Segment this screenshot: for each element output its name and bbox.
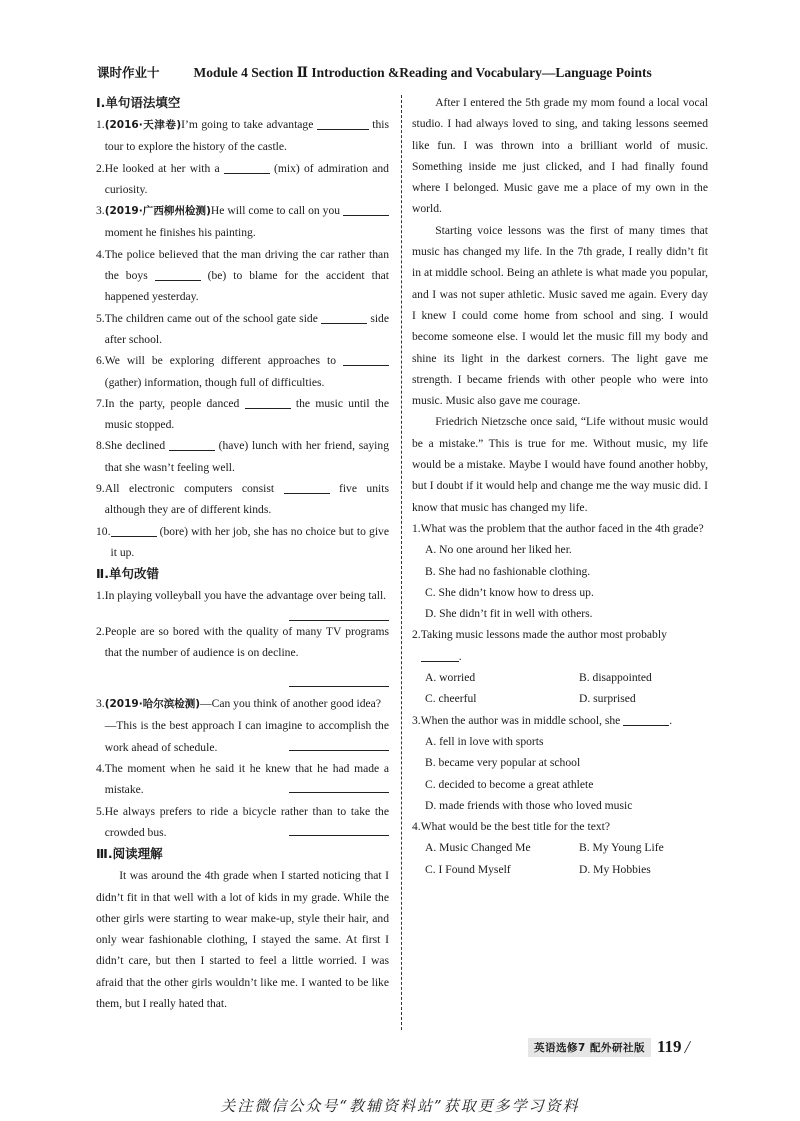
option-2b[interactable]: B. disappointed [579, 671, 652, 685]
option-3a[interactable]: A. fell in love with sports [425, 734, 544, 748]
grammar-question-1: 1. (2016·天津卷)I’m going to take advantage this tour to explore the history of the castle. [96, 118, 389, 154]
option-4c[interactable]: C. I Found Myself [425, 862, 511, 876]
left-column [96, 92, 389, 1014]
answer-blank[interactable] [224, 160, 270, 174]
wechat-watermark: 关注微信公众号“教辅资料站”获取更多学习资料 [220, 1097, 580, 1115]
option-2d[interactable]: D. surprised [579, 692, 636, 706]
answer-blank[interactable] [245, 395, 291, 409]
lesson-title: Module 4 Section Ⅱ Introduction &Reading and Vocabulary—Language Points [193, 65, 652, 80]
answer-blank[interactable] [169, 437, 215, 451]
answer-line[interactable] [289, 675, 389, 687]
question-source: (2016·天津卷) [104, 119, 182, 131]
option-2c[interactable]: C. cheerful [425, 692, 477, 706]
grammar-question-2: 2. He looked at her with a (mix) of admiration and curiosity. [96, 161, 389, 196]
grammar-question-4: 4. The police believed that the man driving the car rather than the boys (be) to blame for the accident that happened yesterday. [96, 247, 389, 304]
reading-question-2: 2. Taking music lessons made the author most probably . [412, 628, 667, 663]
correction-question-1: 1. In playing volleyball you have the advantage over being tall. [96, 585, 389, 620]
correction-question-4: 4. The moment when he said it he knew that he had made a mistake. [96, 762, 389, 797]
grammar-question-8: 8. She declined (have) lunch with her friend, saying that she wasn’t feeling well. [96, 439, 389, 474]
grammar-question-10: 10. (bore) with her job, she has no choice but to give it up. [96, 524, 389, 559]
grammar-question-6: 6. We will be exploring different approaches to (gather) information, though full of difficulties. [96, 350, 389, 393]
answer-blank[interactable] [284, 480, 330, 494]
option-1a[interactable]: A. No one around her liked her. [425, 543, 572, 557]
option-1b[interactable]: B. She had no fashionable clothing. [425, 564, 591, 578]
answer-line[interactable] [289, 779, 389, 793]
answer-blank[interactable] [623, 712, 669, 726]
answer-line[interactable] [289, 822, 389, 836]
option-4a[interactable]: A. Music Changed Me [425, 841, 531, 855]
answer-blank[interactable] [155, 267, 201, 281]
answer-blank[interactable] [317, 116, 369, 130]
option-4d[interactable]: D. My Hobbies [579, 862, 651, 876]
page-number: 119 [656, 1037, 682, 1056]
option-1c[interactable]: C. She didn’t know how to dress up. [425, 585, 594, 599]
answer-blank[interactable] [343, 202, 389, 216]
grammar-question-9: 9. All electronic computers consist five units although they are of different kinds. [96, 482, 389, 517]
page-header [97, 63, 707, 85]
reading-question-1: 1. What was the problem that the author faced in the 4th grade? [412, 521, 704, 535]
option-3c[interactable]: C. decided to become a great athlete [425, 777, 594, 791]
reading-paragraph-2: After I entered the 5th grade my mom found a local vocal studio. I had always loved to sing, and taking lessons seemed like fun. I was thrown into a brilliant world of music. Something inside me just clicked, and I had finally found where I belonged. Music gave me a place of my own in the world. [412, 96, 708, 216]
option-2a[interactable]: A. worried [425, 671, 476, 685]
reading-paragraph-3: Starting voice lessons was the first of many times that music has changed my life. In the 7th grade, I really didn’t fit in at middle school. Being an athlete is what made you popular, and I was not super athletic. Music saved me again. Every day I knew I could come home from school and sing. I would become someone else. I would let the music fill my body and shine its light in the darkest corners. The light gave me strength. I became friends with other people who were into music. Music also gave me courage. [412, 223, 708, 408]
correction-question-2: 2. People are so bored with the quality of many TV programs that the number of audience is on decline. [96, 621, 389, 694]
homework-tag: 课时作业十 [97, 65, 160, 80]
reading-question-4: 4. What would be the best title for the text? [412, 820, 611, 834]
options-4-row-1 [412, 837, 708, 858]
answer-blank[interactable] [421, 648, 459, 662]
answer-blank[interactable] [321, 310, 367, 324]
answer-line[interactable] [289, 607, 389, 621]
question-source: (2019·广西柳州检测) [104, 205, 211, 218]
answer-line[interactable] [289, 737, 389, 751]
grammar-question-3: 3. (2019·广西柳州检测)He will come to call on you moment he finishes his painting. [96, 200, 389, 244]
question-source: (2019·哈尔滨检测) [104, 698, 201, 711]
grammar-question-7: 7. In the party, people danced the music until the music stopped. [96, 396, 389, 432]
section-1-heading: Ⅰ.单句语法填空 [96, 95, 181, 110]
answer-blank[interactable] [111, 523, 157, 537]
book-title: 英语选修7 配外研社版 [528, 1038, 651, 1057]
options-2-row-1 [412, 667, 708, 688]
correction-question-5: 5. He always prefers to ride a bicycle rather than to take the crowded bus. [96, 804, 389, 839]
page-slash-mark: / [682, 1036, 692, 1057]
option-4b[interactable]: B. My Young Life [579, 841, 664, 855]
grammar-question-5: 5. The children came out of the school gate side side after school. [96, 311, 389, 346]
reading-paragraph-1: It was around the 4th grade when I started noticing that I didn’t fit in that well with a lot of kids in my grade. While the other girls were starting to wear make-up, style their hair, and only wear fashionable clothing, I stayed the same. At first I didn’t care, but then I started to feel a little worried. I was afraid that the other girls wouldn’t like me. I wanted to be like them, but I really hated that. [96, 869, 389, 1010]
column-divider [401, 95, 402, 1030]
right-column [412, 92, 708, 880]
reading-question-3: 3. When the author was in middle school, she . [412, 713, 673, 727]
answer-blank[interactable] [343, 352, 389, 366]
option-3d[interactable]: D. made friends with those who loved music [425, 798, 633, 812]
options-4-row-2 [412, 859, 708, 880]
section-3-heading: Ⅲ.阅读理解 [96, 846, 163, 862]
correction-question-3: 3. (2019·哈尔滨检测)—Can you think of another good idea? —This is the best approach I can imagine to accomplish the work ahead of schedule. [96, 697, 389, 754]
page-footer [528, 1037, 690, 1057]
option-1d[interactable]: D. She didn’t fit in well with others. [425, 607, 593, 621]
option-3b[interactable]: B. became very popular at school [425, 756, 581, 770]
section-2-heading: Ⅱ.单句改错 [96, 566, 159, 582]
reading-paragraph-4: Friedrich Nietzsche once said, “Life without music would be a mistake.” This is true for me. Without music, my life would be a mistake. Maybe I would have found another hobby, but I doubt if it would help and change me the way music did. I know that music has changed my life. [412, 415, 708, 514]
options-2-row-2 [412, 688, 708, 709]
